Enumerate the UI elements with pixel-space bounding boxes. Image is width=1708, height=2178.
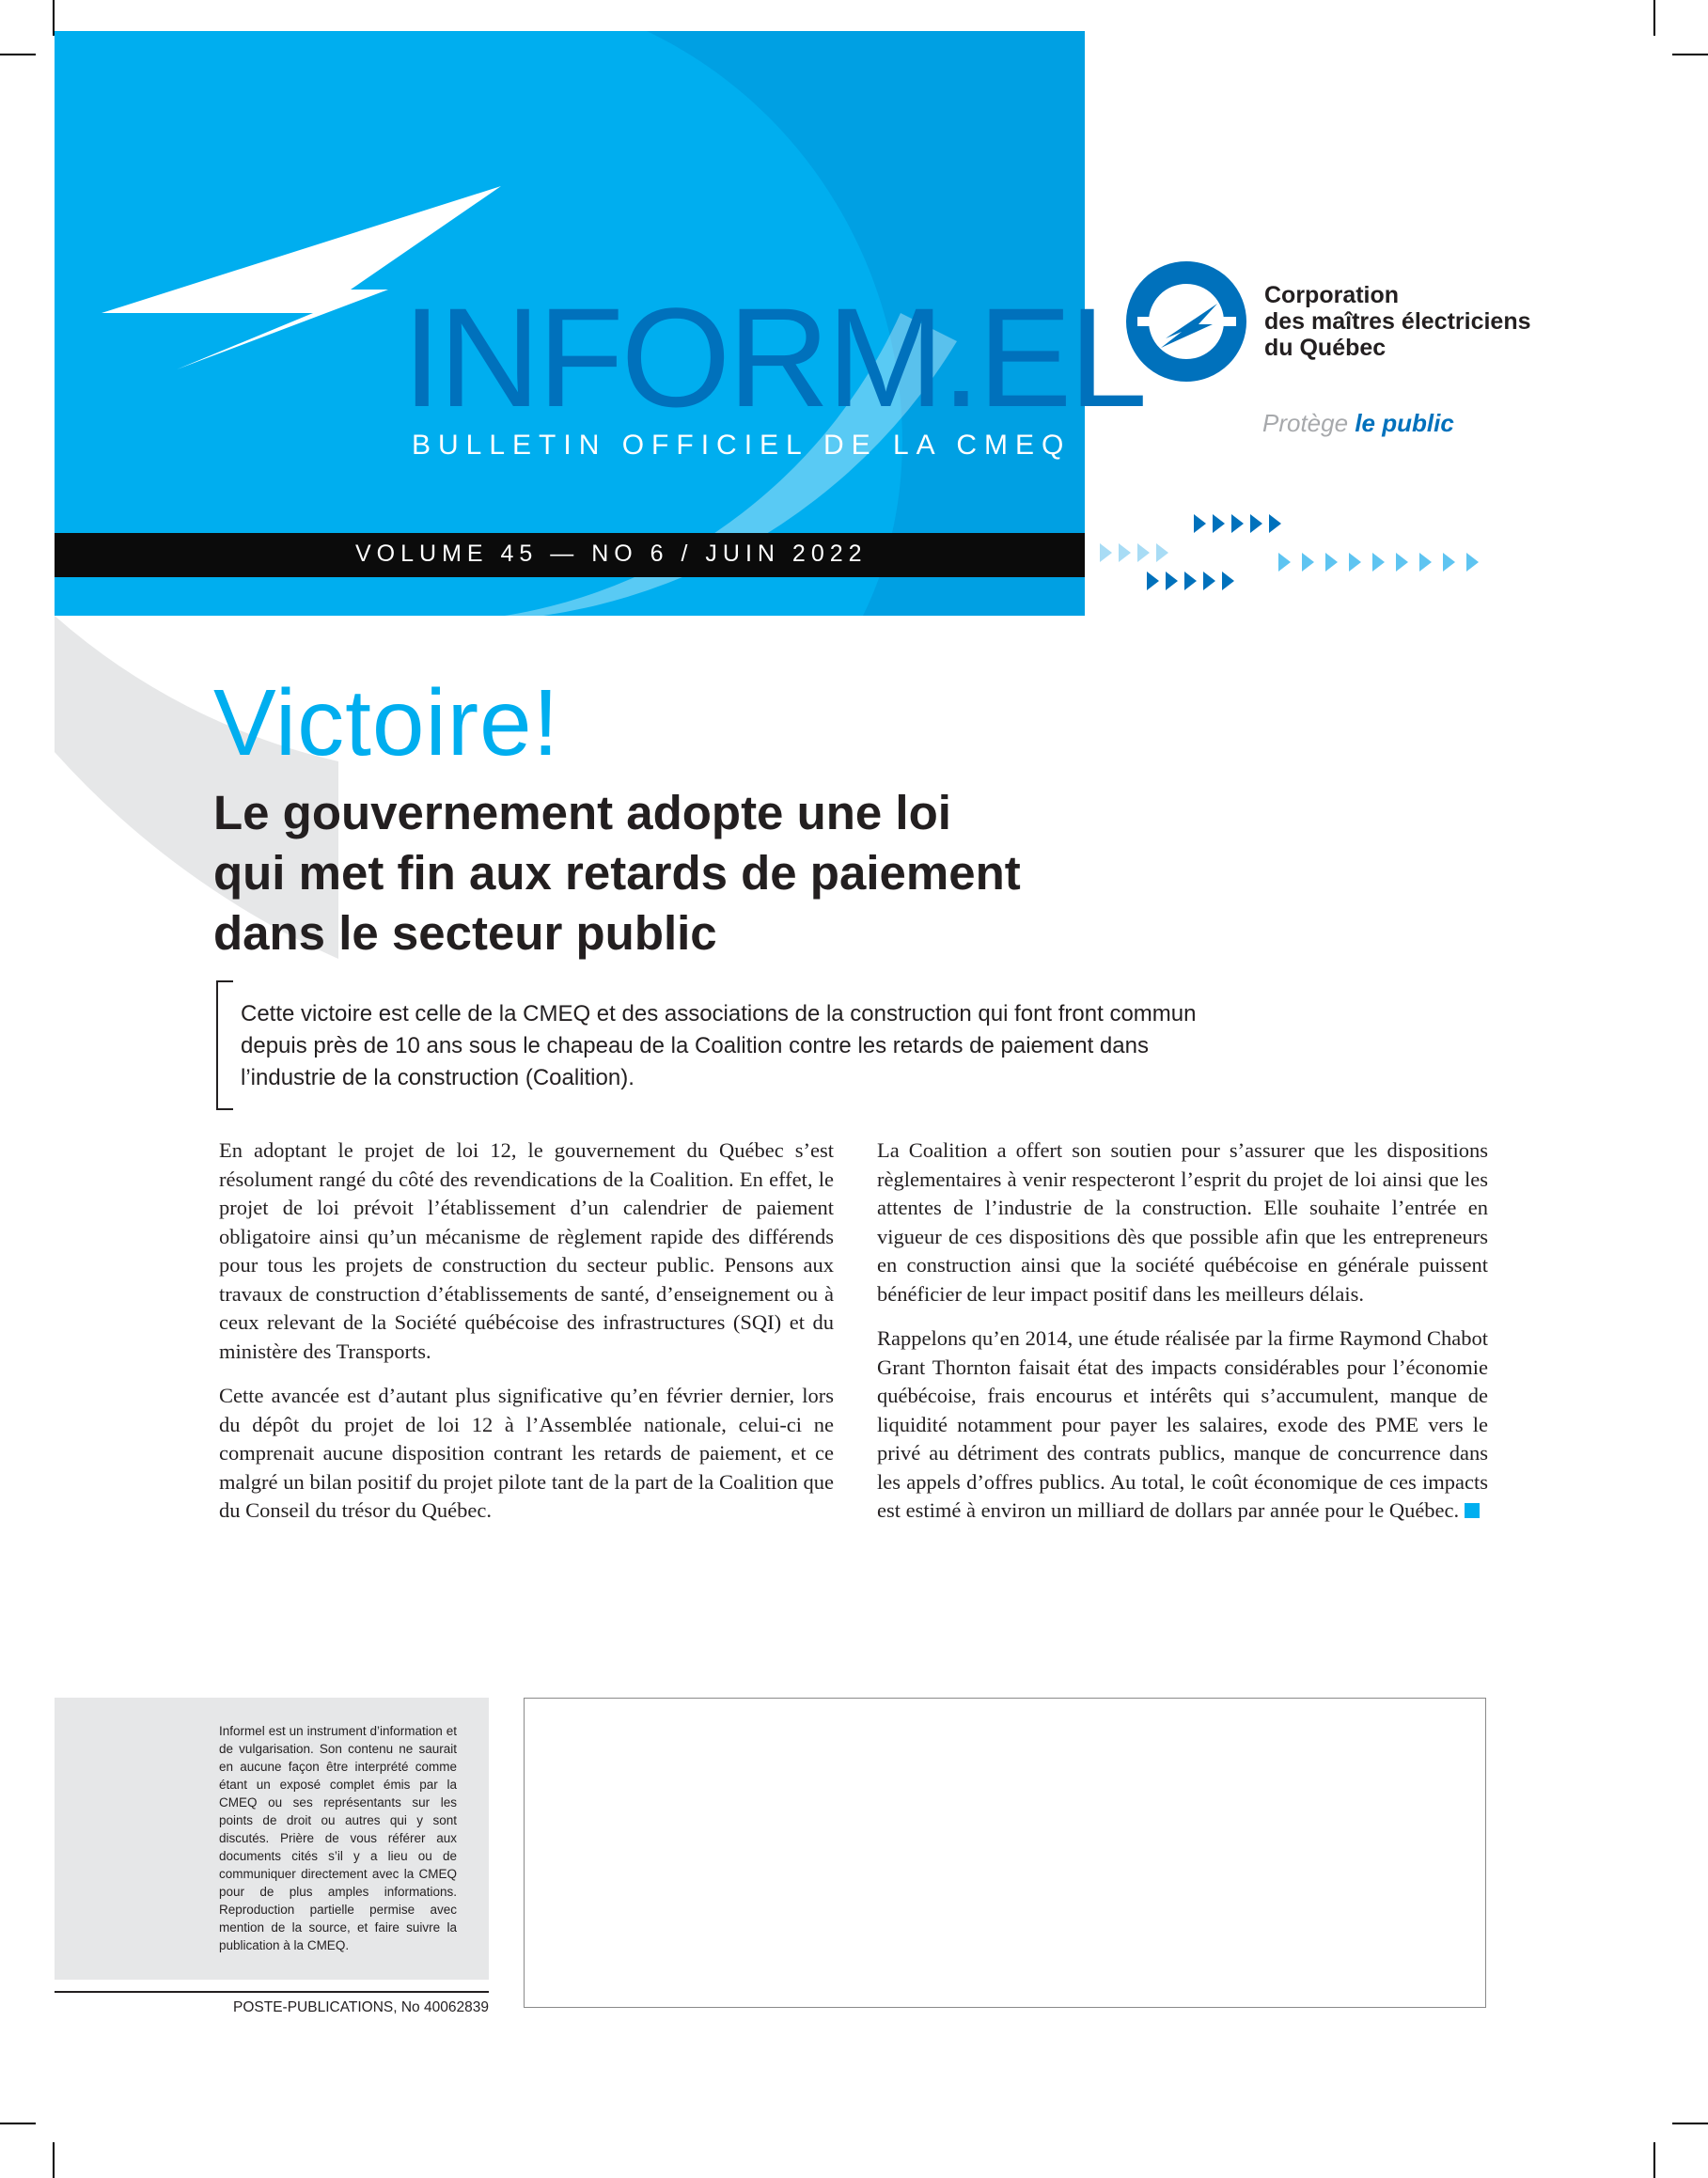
article-paragraph-last [877,1324,1488,1526]
headline-line: Le gouvernement adopte une loi [213,786,951,839]
masthead-panel [55,31,1145,616]
crop-mark [1672,2123,1708,2124]
crop-mark [1653,2142,1655,2178]
crop-mark [53,2142,55,2178]
article-column-left [219,1136,834,1542]
intro-line: l’industrie de la construction (Coalition). [241,1065,635,1090]
masthead-title [402,278,1145,436]
article-kicker: Victoire! [213,670,560,776]
article-headline [213,783,1021,964]
masthead-title-part2: M.EL [826,278,1145,436]
organization-name [1264,282,1531,361]
masthead-subtitle: BULLETIN OFFICIEL DE LA CMEQ [412,430,1072,461]
disclaimer-box [55,1698,489,1980]
postal-number: POSTE-PUBLICATIONS, No 40062839 [233,1999,489,2015]
address-label-box [524,1698,1486,2008]
arrow-pattern-icon [1095,512,1490,606]
intro-line: depuis près de 10 ans sous le chapeau de la Coalition contre les retards de paiement dans [241,1033,1149,1058]
volume-bar [55,533,1085,577]
article-intro [241,998,1196,1094]
article-column-right [877,1136,1488,1542]
article-paragraph: Rappelons qu’en 2014, une étude réalisée par la firme Raymond Chabot Grant Thornton faisait état des impacts considérables pour l’économie québécoise, frais encourus et intérêts qui s’accumulent, manque de liquidité notamment pour payer les salaires, exode des PME vers le privé au détriment des contrats publics, manque de concurrence dans les appels d’offres publics. Au total, le coût économique de ces impacts est estimé à environ un milliard de dollars par année pour le Québec. [877,1326,1488,1522]
cmeq-logo-icon [1123,259,1250,385]
tagline-part2: le public [1355,409,1454,437]
masthead-title-part1: INFOR [402,278,827,436]
article-paragraph: La Coalition a offert son soutien pour s’assurer que les dispositions règlementaires à venir respecteront l’esprit du projet de loi ainsi que les attentes de l’industrie de la construction. Elle souhaite l’entrée en vigueur de ces dispositions dès que possible afin que les entrepreneurs en construction ainsi que la société québécoise en générale puissent bénéficier de leur impact positif dans les meilleurs délais. [877,1138,1488,1306]
headline-line: qui met fin aux retards de paiement [213,846,1021,900]
organization-name-line: Corporation [1264,282,1400,308]
end-of-article-icon [1465,1503,1480,1518]
tagline-part1: Protège [1262,409,1349,437]
crop-mark [0,2123,36,2124]
intro-line: Cette victoire est celle de la CMEQ et des associations de la construction qui font front commun [241,1001,1197,1026]
intro-bracket [216,980,233,1110]
volume-label: VOLUME 45 — NO 6 / JUIN 2022 [355,541,868,567]
disclaimer-text: Informel est un instrument d’information et de vulgarisation. Son contenu ne saurait en aucune façon être interprété comme étant un exposé complet émis par la CMEQ ou ses représentants sur les points de droit ou autres qui y sont discutés. Prière de vous référer aux documents cités s’il y a lieu ou de communiquer directement avec la CMEQ pour de plus amples informations. Reproduction partielle permise avec mention de la source, et faire suivre la publication à la CMEQ. [219,1724,457,1952]
organization-name-line: des maîtres électriciens [1264,308,1531,335]
headline-line: dans le secteur public [213,906,717,960]
article-paragraph: Cette avancée est d’autant plus significative qu’en février dernier, lors du dépôt du projet de loi 12 à l’Assemblée nationale, celui-ci ne comprenait aucune disposition contrant les retards de paiement, et ce malgré un bilan positif du projet pilote tant de la part de la Coalition que du Conseil du trésor du Québec. [219,1384,834,1522]
organization-name-line: du Québec [1264,335,1387,361]
article-paragraph: En adoptant le projet de loi 12, le gouvernement du Québec s’est résolument rangé du côté des revendications de la Coalition. En effet, le projet de loi prévoit l’établissement d’un calendrier de paiement obligatoire ainsi qu’un mécanisme de règlement rapide des différends pour tous les projets de construction du secteur public. Pensons aux travaux de construction d’établissements de santé, d’enseignement ou à ceux relevant de la Société québécoise des infrastructures (SQI) et du ministère des Transports. [219,1138,834,1363]
footer-divider [55,1991,489,1993]
tagline [1262,409,1454,438]
